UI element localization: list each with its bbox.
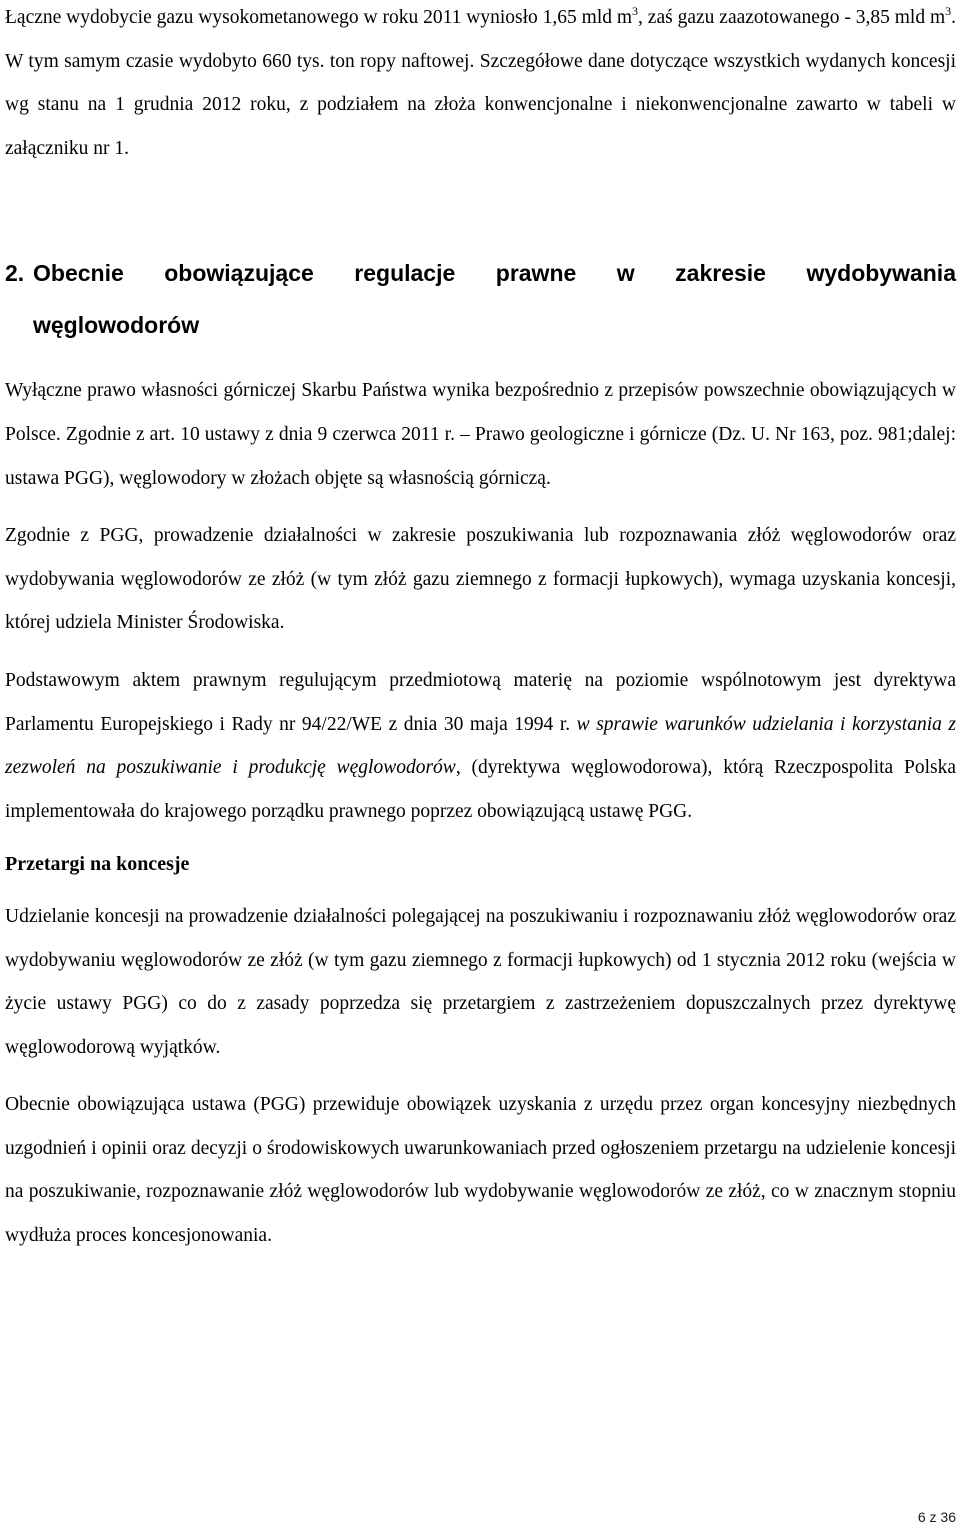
directive-text-start: Podstawowym aktem prawnym regulującym przedmiotową materię na poziomie wspólnotowym jest dyrektywa Parlamentu Europejskiego i Rady nr 94/22/WE z dnia 30 maja 1994 r. (5, 669, 956, 735)
document-page (5, 0, 956, 1258)
directive-text-end: , (dyrektywa węglowodorowa), którą Rzeczpospolita Polska implementowała do krajowego porządku prawnego poprzez obowiązującą ustawę PGG. (5, 757, 956, 822)
section-title (33, 247, 956, 351)
intro-text-3: . W tym samym czasie wydobyto 660 tys. ton ropy naftowej. Szczegółowe dane dotyczące wszystkich wydanych koncesji wg stanu na 1 grudnia 2012 roku, z podziałem na złoża konwencjonalne i niekonwencjonalne zawarto w tabeli w załączniku nr 1. (5, 7, 956, 159)
superscript-3: 3 (632, 4, 639, 18)
paragraph-directive (5, 659, 956, 833)
section-title-line-1: Obecnie obowiązujące regulacje prawne w zakresie wydobywania (33, 260, 956, 287)
intro-paragraph (5, 0, 956, 170)
intro-text-1: Łączne wydobycie gazu wysokometanowego w roku 2011 wyniosło 1,65 mld m (5, 7, 633, 28)
intro-text-2: , zaś gazu zaazotowanego - 3,85 mld m (638, 7, 946, 28)
subheading-tenders: Przetargi na koncesje (5, 853, 190, 876)
page-number: 6 z 36 (917, 1509, 956, 1525)
section-title-line-2: węglowodorów (33, 312, 200, 339)
paragraph-tenders: Udzielanie koncesji na prowadzenie działalności polegającej na poszukiwaniu i rozpoznawaniu złóż węglowodorów oraz wydobywaniu węglowodorów ze złóż (w tym gazu ziemnego z formacji łupkowych) od 1 stycznia 2012 roku (wejścia w życie ustawy PGG) co do z zasady poprzedza się przetargiem z zastrzeżeniem dopuszczalnych przez dyrektywę węglowodorową wyjątków. (5, 905, 956, 1058)
paragraph-concession: Zgodnie z PGG, prowadzenie działalności w zakresie poszukiwania lub rozpoznawania złóż węglowodorów oraz wydobywania węglowodorów ze złóż (w tym złóż gazu ziemnego z formacji łupkowych), wymaga uzyskania koncesji, której udziela Minister Środowiska. (5, 525, 956, 634)
section-number: 2. (5, 260, 25, 287)
superscript-3: 3 (945, 4, 952, 18)
paragraph-current-law: Obecnie obowiązująca ustawa (PGG) przewiduje obowiązek uzyskania z urzędu przez organ koncesyjny niezbędnych uzgodnień i opinii oraz decyzji o środowiskowych uwarunkowaniach przed ogłoszeniem przetargu na udzielenie koncesji na poszukiwanie, rozpoznawanie złóż węglowodorów lub wydobywanie węglowodorów ze złóż, co w znacznym stopniu wydłuża proces koncesjonowania. (5, 1094, 956, 1247)
section-heading (5, 247, 956, 351)
paragraph-ownership: Wyłączne prawo własności górniczej Skarbu Państwa wynika bezpośrednio z przepisów powszechnie obowiązujących w Polsce. Zgodnie z art. 10 ustawy z dnia 9 czerwca 2011 r. – Prawo geologiczne i górnicze (Dz. U. Nr 163, poz. 981;dalej: ustawa PGG), węglowodory w złożach objęte są własnością górniczą. (5, 380, 956, 489)
directive-title-italic: w sprawie warunków udzielania i korzystania z zezwoleń na poszukiwanie i produkcję węglowodorów (5, 713, 956, 779)
